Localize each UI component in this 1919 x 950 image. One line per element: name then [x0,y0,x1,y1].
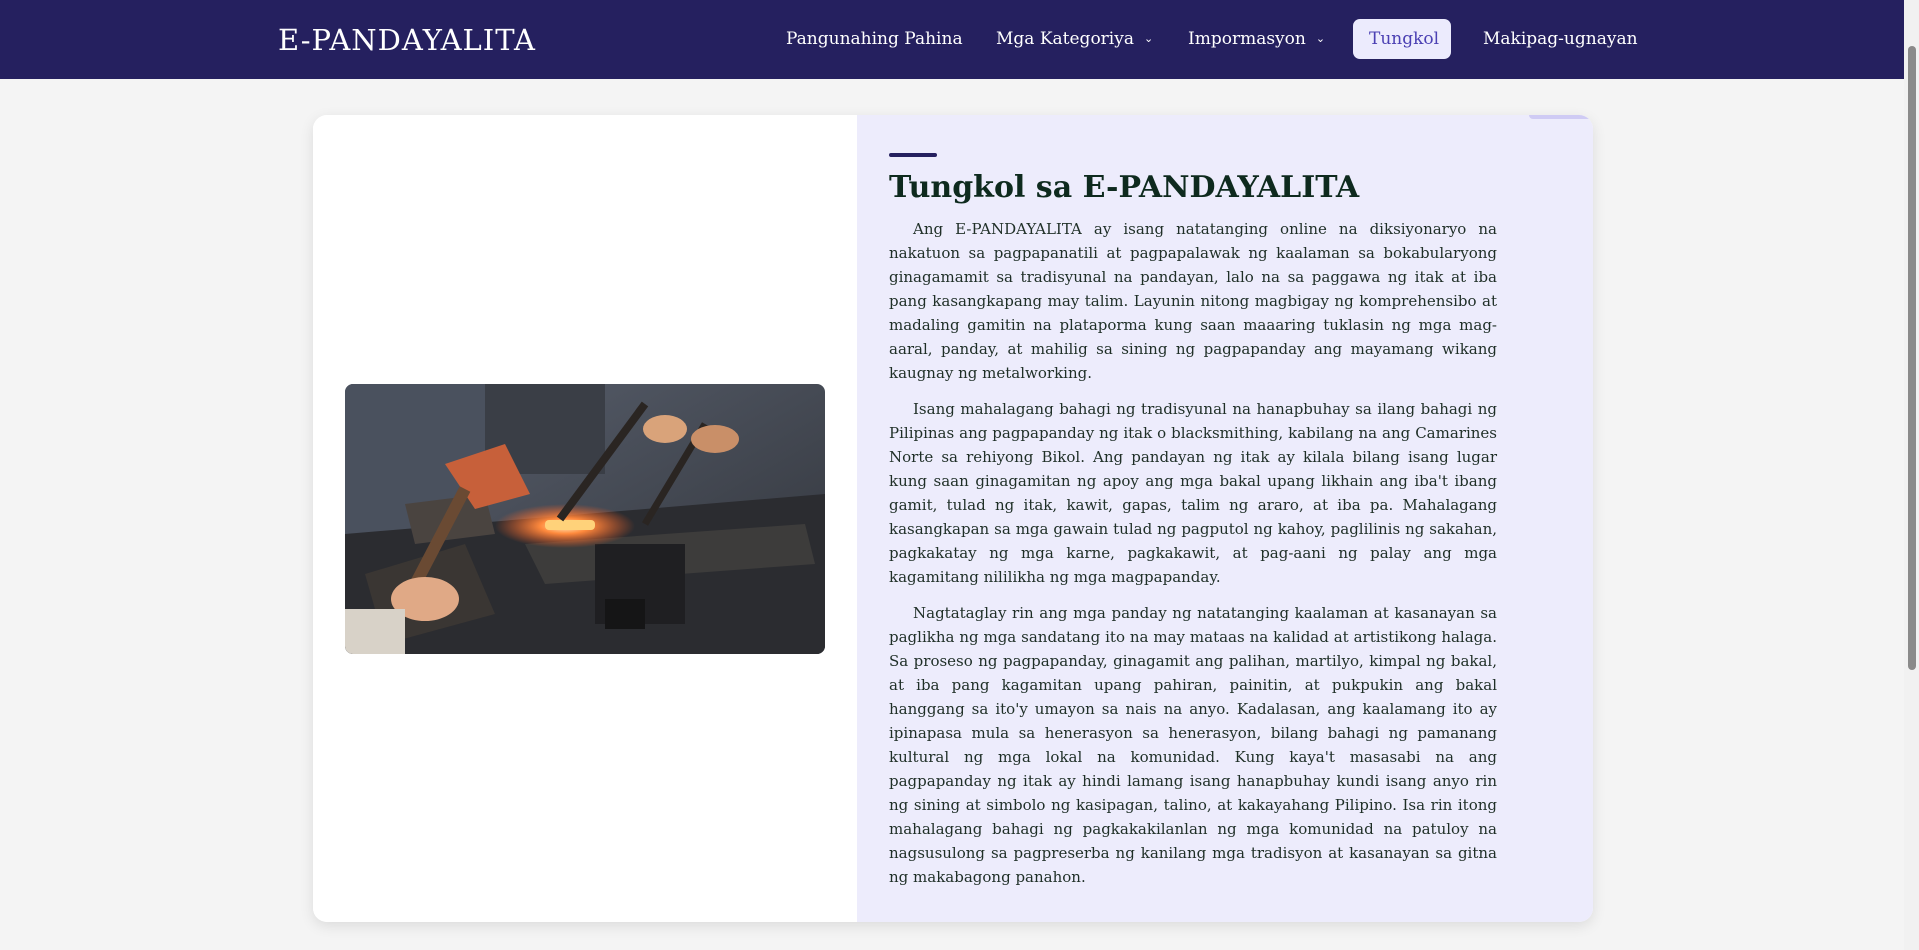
nav-item-contact-label: Makipag-ugnayan [1483,29,1638,49]
top-navbar [0,0,1919,79]
page-title: Tungkol sa E-PANDAYALITA [889,170,1360,205]
about-paragraph-1: Ang E-PANDAYALITA ay isang natatanging online na diksiyonaryo na nakatuon sa pagpapanatili at pagpapalawak ng kaalaman sa bokabularyong ginagamamit sa tradisyunal na pandayan, lalo na sa paggawa ng itak at iba pang kasangkapang may talim. Layunin nitong magbigay ng komprehensibo at madaling gamitin na plataporma kung saan maaaring tuklasin ng mga mag-aaral, panday, at mahilig sa sining ng pagpapanday ang mayamang wikang kaugnay ng metalworking. [889,220,1497,382]
blacksmith-photo-illustration [345,384,825,654]
chevron-down-icon: ⌄ [1315,32,1326,45]
about-paragraph-3: Nagtataglay rin ang mga panday ng natatanging kaalaman at kasanayan sa paglikha ng mga sandatang ito na may mataas na kalidad at artistikong halaga. Sa proseso ng pagpapanday, ginagamit ang palihan, martilyo, kimpal ng bakal, at iba pang kagamitan upang pahiran, painitin, at pukpukin ang bakal hanggang sa ito'y umayon sa nais na anyo. Kadalasan, ang kaalamang ito ay ipinapasa mula sa henerasyon sa henerasyon, bilang bahagi ng pamanang kultural ng mga lokal na komunidad. Kung kaya't masasabi na ang pagpapanday ng itak ay hindi lamang isang hanapbuhay kundi isang anyo rin ng sining at simbolo ng kasipagan, talino, at kakayahang Pilipino. Isa rin itong mahalagang bahagi ng pagkakakilanlan ng mga komunidad na patuloy na nagsusulong sa pagpreserba ng kanilang mga tradisyon at kasanayan sa gitna ng makabagong panahon. [889,604,1497,886]
title-accent-bar [889,153,937,157]
corner-accent [1529,115,1593,119]
nav-item-contact[interactable] [1483,19,1638,59]
nav-item-home-label: Pangunahing Pahina [786,29,963,49]
nav-item-information-label: Impormasyon [1188,29,1306,49]
page-scrollbar[interactable] [1904,0,1919,950]
image-pane [313,115,857,922]
chevron-down-icon: ⌄ [1143,32,1154,45]
scrollbar-thumb[interactable] [1908,46,1916,670]
about-paragraph-2: Isang mahalagang bahagi ng tradisyunal na hanapbuhay sa ilang bahagi ng Pilipinas ang pagpapanday ng itak o blacksmithing, kabilang na ang Camarines Norte sa rehiyong Bikol. Ang pandayan ng itak ay kilala bilang isang lugar kung saan ginagamitan ng apoy ang mga bakal upang likhain ang iba't ibang gamit, tulad ng itak, kawit, gapas, talim ng araro, at iba pa. Mahalagang kasangkapan sa mga gawain tulad ng pagputol ng kahoy, paglilinis ng sakahan, pagkakatay ng mga karne, pagkakawit, at pag-aani ng palay ang mga kagamitang nililikha ng mga magpapanday. [889,400,1497,586]
nav-item-categories-label: Mga Kategoriya [996,29,1134,49]
nav-item-about[interactable] [1353,19,1451,59]
site-logo[interactable]: E-PANDAYALITA [278,23,536,57]
about-card [313,115,1593,922]
blacksmith-photo [345,384,825,654]
nav-item-categories[interactable] [996,19,1153,59]
nav-item-home[interactable] [786,19,963,59]
about-body [889,217,1497,901]
nav-item-information[interactable] [1188,19,1325,59]
nav-item-about-label: Tungkol [1369,29,1440,49]
about-text-pane [857,115,1593,922]
